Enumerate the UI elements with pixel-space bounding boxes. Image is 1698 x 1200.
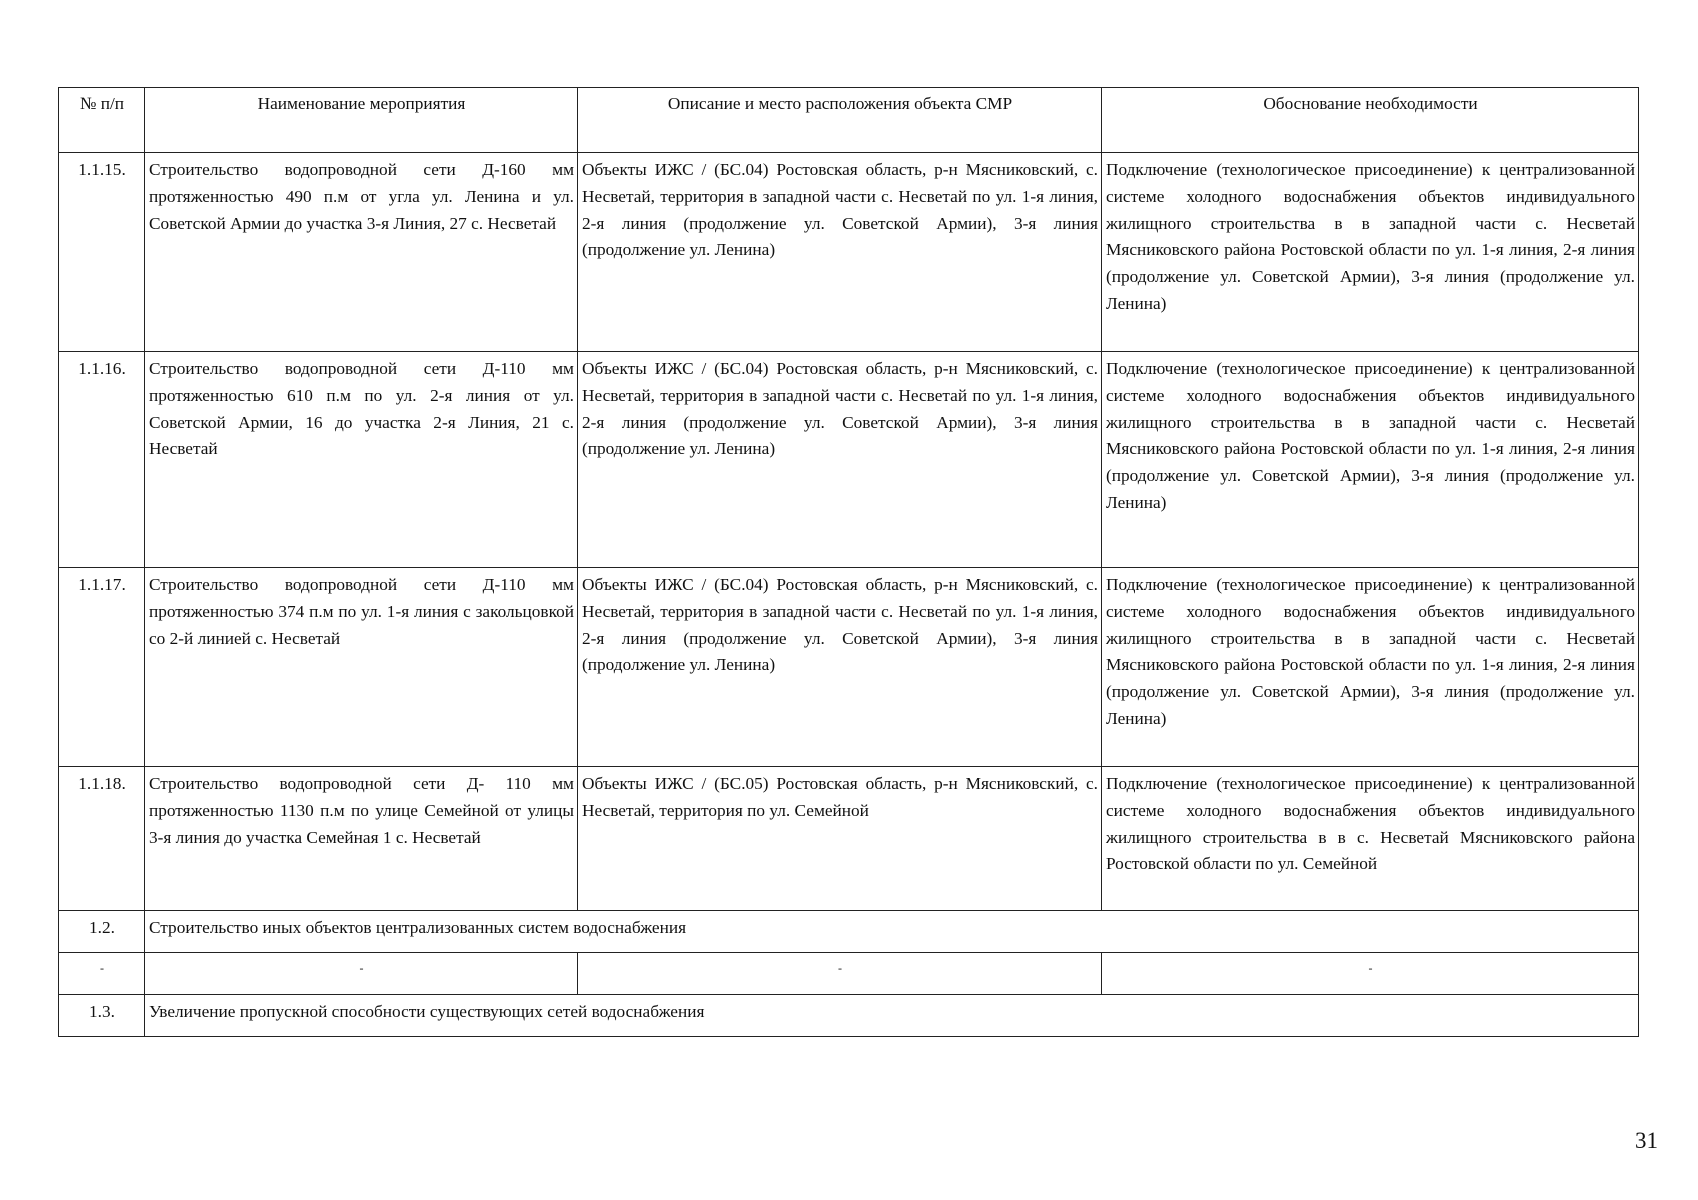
table-header-row [59, 88, 1639, 153]
dash-cell: - [1102, 953, 1639, 995]
section-title: Увеличение пропускной способности существующих сетей водоснабжения [145, 995, 1639, 1037]
table-row [59, 352, 1639, 568]
table-row [59, 767, 1639, 911]
measure-name: Строительство водопроводной сети Д-160 мм протяженностью 490 п.м от угла ул. Ленина и ул. Советской Армии до участка 3-я Линия, 27 с. Несветай [145, 153, 578, 352]
section-row [59, 911, 1639, 953]
section-row [59, 995, 1639, 1037]
object-description: Объекты ИЖС / (БС.05) Ростовская область, р-н Мясниковский, с. Несветай, территория по ул. Семейной [578, 767, 1102, 911]
header-measure-name: Наименование мероприятия [145, 88, 578, 153]
measure-name: Строительство водопроводной сети Д-110 мм протяженностью 374 п.м по ул. 1-я линия с закольцовкой со 2-й линией с. Несветай [145, 568, 578, 767]
section-number: 1.2. [59, 911, 145, 953]
dash-cell: - [145, 953, 578, 995]
header-number: № п/п [59, 88, 145, 153]
measure-name: Строительство водопроводной сети Д-110 мм протяженностью 610 п.м по ул. 2-я линия от ул. Советской Армии, 16 до участка 2-я Линия, 21 с. Несветай [145, 352, 578, 568]
dash-cell: - [59, 953, 145, 995]
table-row [59, 568, 1639, 767]
justification: Подключение (технологическое присоединение) к централизованной системе холодного водоснабжения объектов индивидуального жилищного строительства в в западной части с. Несветай Мясниковского района Ростовской области по ул. 1-я линия, 2-я линия (продолжение ул. Советской Армии), 3-я линия (продолжение ул. Ленина) [1102, 352, 1639, 568]
header-justification: Обоснование необходимости [1102, 88, 1639, 153]
measures-table [58, 87, 1639, 1037]
section-number: 1.3. [59, 995, 145, 1037]
measure-name: Строительство водопроводной сети Д- 110 мм протяженностью 1130 п.м по улице Семейной от улицы 3-я линия до участка Семейная 1 с. Несветай [145, 767, 578, 911]
object-description: Объекты ИЖС / (БС.04) Ростовская область, р-н Мясниковский, с. Несветай, территория в западной части с. Несветай по ул. 1-я линия, 2-я линия (продолжение ул. Советской Армии), 3-я линия (продолжение ул. Ленина) [578, 568, 1102, 767]
table-row [59, 153, 1639, 352]
row-number: 1.1.17. [59, 568, 145, 767]
header-description: Описание и место расположения объекта СМР [578, 88, 1102, 153]
row-number: 1.1.16. [59, 352, 145, 568]
justification: Подключение (технологическое присоединение) к централизованной системе холодного водоснабжения объектов индивидуального жилищного строительства в в западной части с. Несветай Мясниковского района Ростовской области по ул. 1-я линия, 2-я линия (продолжение ул. Советской Армии), 3-я линия (продолжение ул. Ленина) [1102, 568, 1639, 767]
section-title: Строительство иных объектов централизованных систем водоснабжения [145, 911, 1639, 953]
row-number: 1.1.18. [59, 767, 145, 911]
object-description: Объекты ИЖС / (БС.04) Ростовская область, р-н Мясниковский, с. Несветай, территория в западной части с. Несветай по ул. 1-я линия, 2-я линия (продолжение ул. Советской Армии), 3-я линия (продолжение ул. Ленина) [578, 352, 1102, 568]
empty-row [59, 953, 1639, 995]
page-number: 31 [1635, 1128, 1658, 1153]
dash-cell: - [578, 953, 1102, 995]
object-description: Объекты ИЖС / (БС.04) Ростовская область, р-н Мясниковский, с. Несветай, территория в западной части с. Несветай по ул. 1-я линия, 2-я линия (продолжение ул. Советской Армии), 3-я линия (продолжение ул. Ленина) [578, 153, 1102, 352]
row-number: 1.1.15. [59, 153, 145, 352]
justification: Подключение (технологическое присоединение) к централизованной системе холодного водоснабжения объектов индивидуального жилищного строительства в в с. Несветай Мясниковского района Ростовской области по ул. Семейной [1102, 767, 1639, 911]
justification: Подключение (технологическое присоединение) к централизованной системе холодного водоснабжения объектов индивидуального жилищного строительства в в западной части с. Несветай Мясниковского района Ростовской области по ул. 1-я линия, 2-я линия (продолжение ул. Советской Армии), 3-я линия (продолжение ул. Ленина) [1102, 153, 1639, 352]
